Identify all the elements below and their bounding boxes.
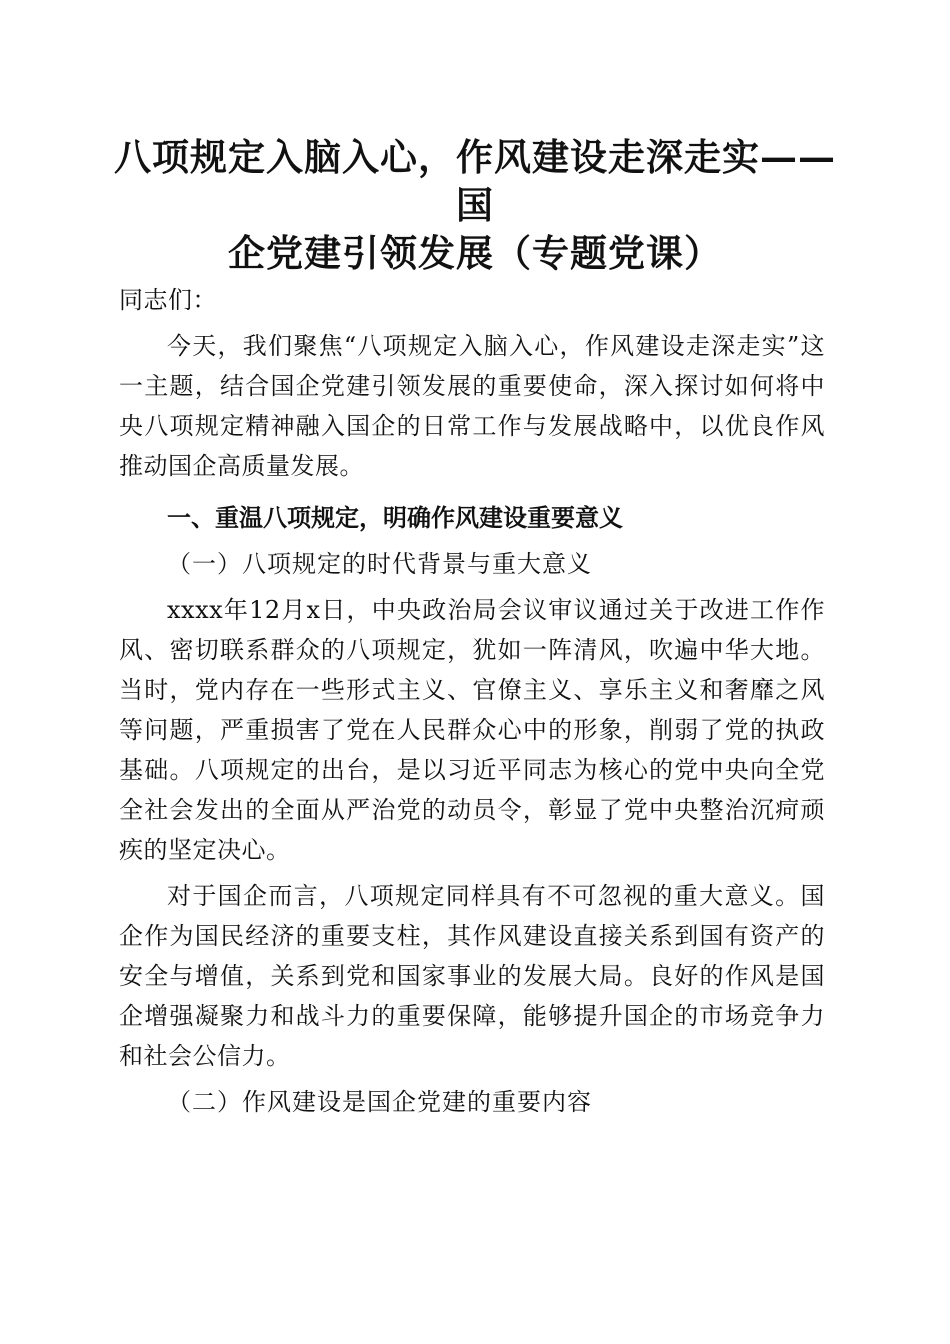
body-paragraph-2: 对于国企而言，八项规定同样具有不可忽视的重大意义。国企作为国民经济的重要支柱，其作风建设直接关系到国有资产的安全与增值，关系到党和国家事业的发展大局。良好的作风是国企增强凝聚力和战斗力的重要保障，能够提升国企的市场竞争力和社会公信力。 [119, 882, 825, 1070]
intro-paragraph: 今天，我们聚焦“八项规定入脑入心，作风建设走深走实”这一主题，结合国企党建引领发展的重要使命，深入探讨如何将中央八项规定精神融入国企的日常工作与发展战略中，以优良作风推动国企高质量发展。 [119, 332, 825, 480]
subsection-heading-2: （二）作风建设是国企党建的重要内容 [167, 1088, 592, 1116]
body-paragraph-1: xxxx年12月x日，中央政治局会议审议通过关于改进工作作风、密切联系群众的八项规定，犹如一阵清风，吹遍中华大地。当时，党内存在一些形式主义、官僚主义、享乐主义和奢靡之风等问题，严重损害了党在人民群众心中的形象，削弱了党的执政基础。八项规定的出台，是以习近平同志为核心的党中央向全党全社会发出的全面从严治党的动员令，彰显了党中央整治沉疴顽疾的坚定决心。 [119, 596, 825, 864]
section-heading-1: 一、重温八项规定，明确作风建设重要意义 [167, 504, 623, 532]
document-title [100, 133, 850, 277]
title-line-2: 企党建引领发展（专题党课） [228, 231, 722, 275]
title-line-1: 八项规定入脑入心，作风建设走深走实——国 [114, 135, 836, 227]
document-body [119, 280, 825, 1128]
subsection-heading-1: （一）八项规定的时代背景与重大意义 [167, 550, 592, 578]
salutation: 同志们： [119, 286, 217, 314]
